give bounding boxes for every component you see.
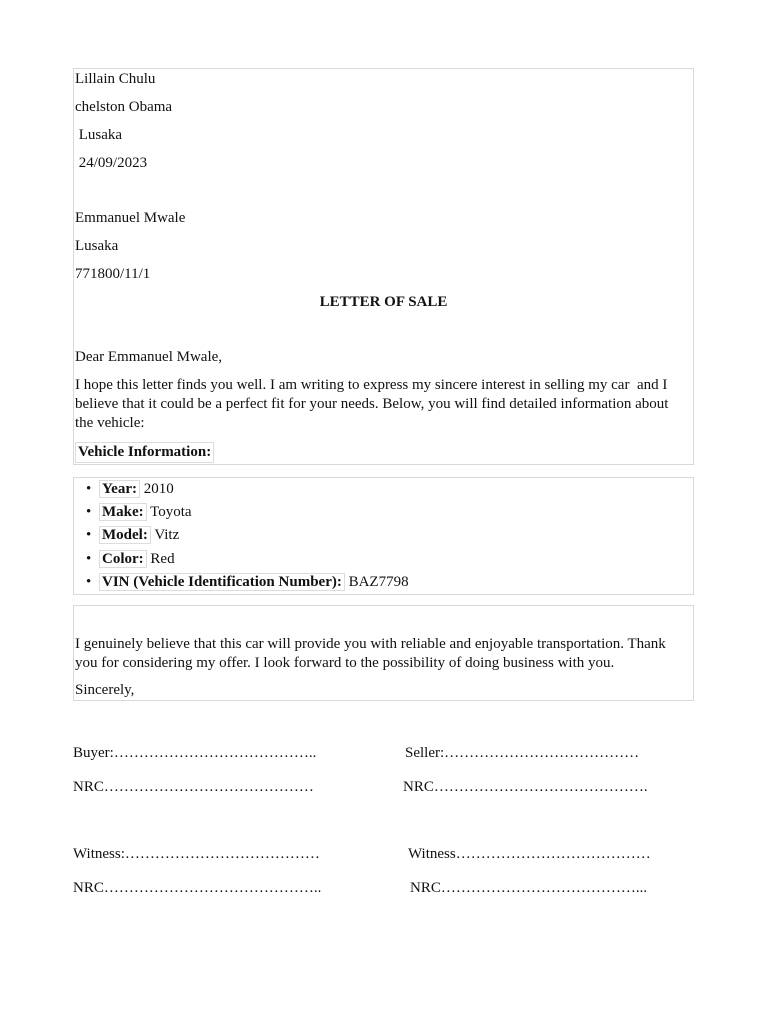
recipient-id: 771800/11/1 (75, 266, 151, 282)
spec-label: Year: (99, 480, 140, 498)
list-item (86, 480, 174, 499)
list-item (86, 573, 409, 592)
spec-value: BAZ7798 (348, 574, 409, 590)
buyer-signature-line: Buyer:………………………………….. (73, 745, 317, 761)
recipient-name: Emmanuel Mwale (75, 210, 186, 226)
bullet-icon: • (86, 527, 92, 543)
vehicle-info-heading: Vehicle Information: (75, 442, 214, 463)
spec-label: Model: (99, 526, 151, 544)
seller-signature-line: Seller:………………………………… (405, 745, 640, 761)
sender-city: Lusaka (75, 127, 123, 143)
vehicle-details-section (73, 477, 694, 595)
list-item (86, 503, 192, 522)
letter-header-section (73, 68, 694, 465)
sender-address: chelston Obama (75, 99, 173, 115)
bullet-icon: • (86, 504, 92, 520)
signoff: Sincerely, (75, 682, 135, 698)
list-item (86, 550, 175, 569)
spec-value: Vitz (154, 527, 180, 543)
closing-paragraph: I genuinely believe that this car will provide you with reliable and enjoyable transportation. Thank you for considering my offer. I look forward to the possibility of doing business with you. (75, 636, 666, 671)
buyer-nrc-line: NRC…………………………………… (73, 779, 314, 795)
closing-section (73, 605, 694, 701)
spec-value: Red (150, 551, 175, 567)
seller-nrc-line: NRC……………………………………. (403, 779, 648, 795)
letter-title: LETTER OF SALE (319, 294, 448, 310)
witness-left-nrc-line: NRC…………………………………….. (73, 880, 322, 896)
intro-paragraph: I hope this letter finds you well. I am writing to express my sincere interest in selling my car and I believe that it could be a perfect fit for your needs. Below, you will find detailed information about the vehicle: (75, 377, 673, 431)
list-item (86, 526, 180, 545)
bullet-icon: • (86, 551, 92, 567)
bullet-icon: • (86, 481, 92, 497)
letter-date: 24/09/2023 (75, 155, 148, 171)
spec-label: Make: (99, 503, 147, 521)
spec-label: VIN (Vehicle Identification Number): (99, 573, 345, 591)
witness-right-nrc-line: NRC…………………………………... (410, 880, 648, 896)
spec-value: 2010 (143, 481, 174, 497)
recipient-city: Lusaka (75, 238, 119, 254)
bullet-icon: • (86, 574, 92, 590)
spec-value: Toyota (150, 504, 192, 520)
sender-name: Lillain Chulu (75, 71, 156, 87)
spec-label: Color: (99, 550, 147, 568)
witness-left-signature-line: Witness:………………………………… (73, 846, 320, 862)
witness-right-signature-line: Witness………………………………… (408, 846, 651, 862)
salutation: Dear Emmanuel Mwale, (75, 349, 223, 365)
